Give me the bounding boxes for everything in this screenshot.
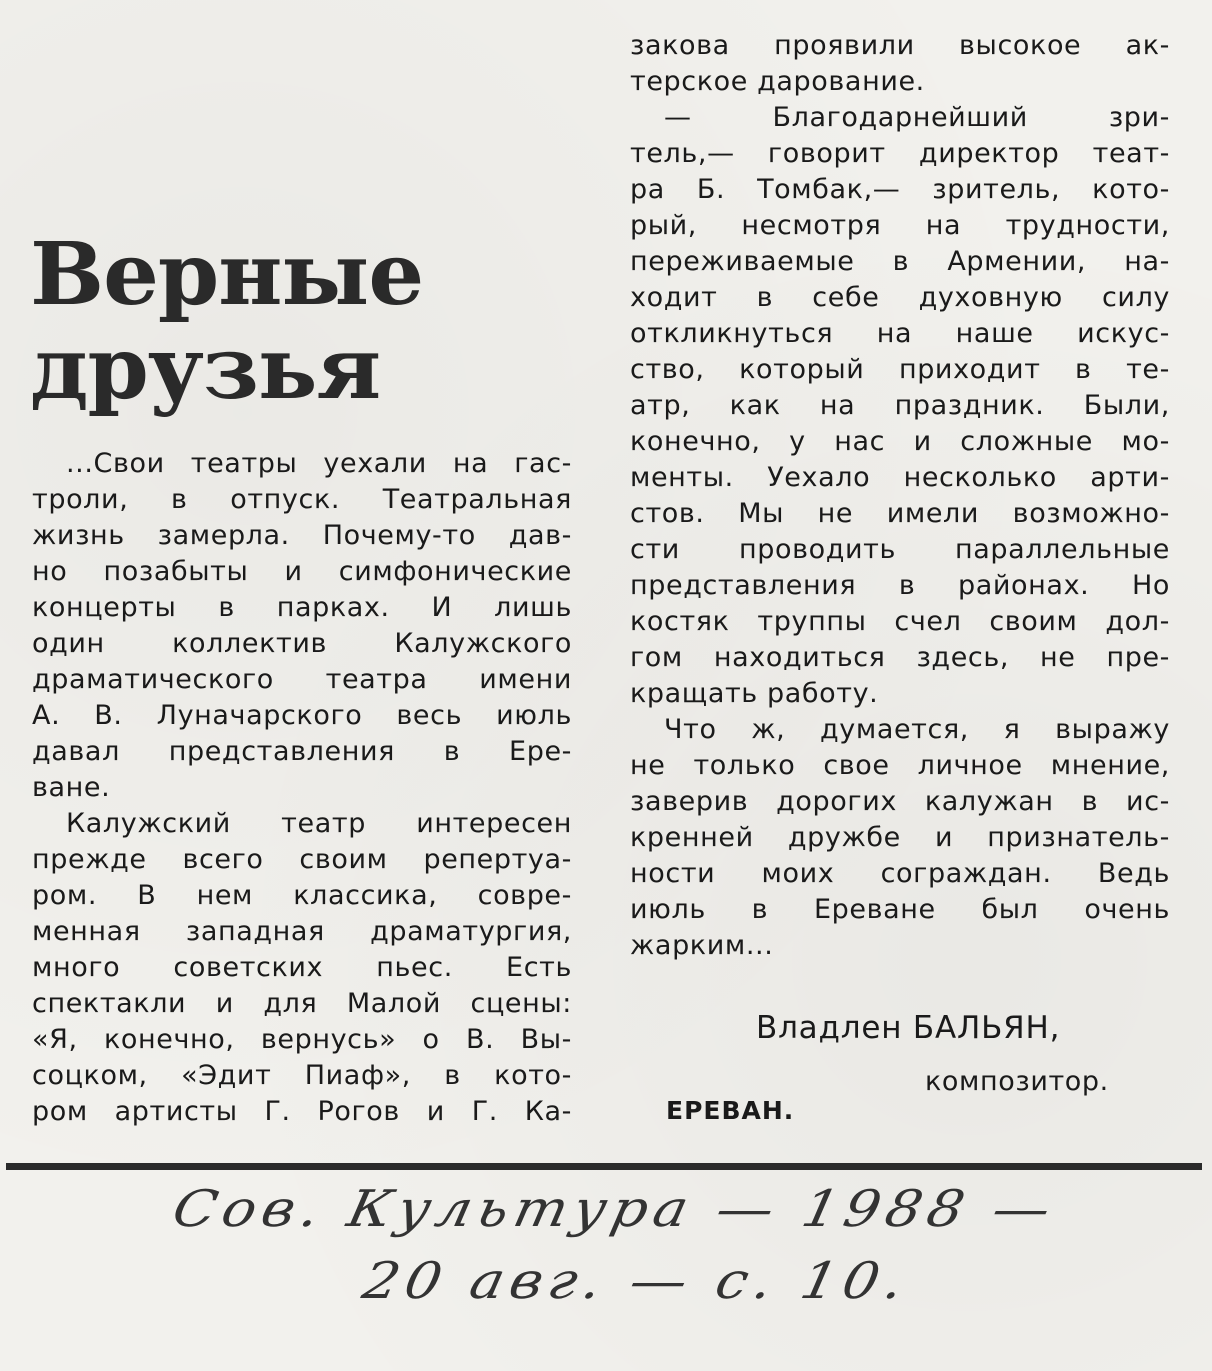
text-line: ване. [32,772,111,803]
text-line: — Благодарнейший зри- [664,102,1170,133]
text-line: ство, который приходит в те- [630,354,1170,385]
text-line: ...Свои театры уехали на гас- [66,448,572,479]
text-line: давал представления в Ере- [32,736,572,767]
text-line: жизнь замерла. Почему-то дав- [32,520,572,551]
text-line: заверив дорогих калужан в ис- [630,786,1170,817]
text-line: много советских пьес. Есть [32,952,572,983]
handwritten-line-1: Сов. Культура — 1988 — [167,1180,1062,1239]
article-left-column [32,446,572,1130]
text-line: кращать работу. [630,678,879,709]
text-line: конечно, у нас и сложные мо- [630,426,1170,457]
article-right-column [630,28,1170,964]
text-line: Калужский театр интересен [66,808,572,839]
headline-line-1: Верные [30,224,424,325]
text-line: жарким... [630,930,774,961]
dateline-city: ЕРЕВАН. [666,1096,795,1125]
text-line: но позабыты и симфонические [32,556,572,587]
text-line: троли, в отпуск. Театральная [32,484,572,515]
handwritten-line-2: 20 авг. — с. 10. [357,1252,915,1311]
text-line: атр, как на праздник. Были, [630,390,1170,421]
text-line: концерты в парках. И лишь [32,592,572,623]
text-line: рый, несмотря на трудности, [630,210,1170,241]
text-line: тель,— говорит директор теат- [630,138,1170,169]
text-line: не только свое личное мнение, [630,750,1170,781]
text-line: соцком, «Эдит Пиаф», в кото- [32,1060,572,1091]
text-line: ром артисты Г. Рогов и Г. Ка- [32,1096,572,1127]
headline-line-2: друзья [30,318,381,419]
text-line: менная западная драматургия, [32,916,572,947]
text-line: закова проявили высокое ак- [630,30,1170,61]
article-headline [30,224,458,419]
text-line: А. В. Луначарского весь июль [32,700,572,731]
text-line: Что ж, думается, я выражу [664,714,1170,745]
text-line: ра Б. Томбак,— зритель, кото- [630,174,1170,205]
author-name: Владлен БАЛЬЯН, [756,1010,1061,1046]
text-line: стов. Мы не имели возможно- [630,498,1170,529]
text-line: ром. В нем классика, совре- [32,880,572,911]
text-line: спектакли и для Малой сцены: [32,988,572,1019]
bottom-rule [6,1163,1202,1170]
author-role: композитор. [925,1066,1109,1097]
text-line: драматического театра имени [32,664,572,695]
text-line: представления в районах. Но [630,570,1170,601]
text-line: гом находиться здесь, не пре- [630,642,1170,673]
text-line: терское дарование. [630,66,925,97]
text-line: «Я, конечно, вернусь» о В. Вы- [32,1024,572,1055]
text-line: кренней дружбе и признатель- [630,822,1170,853]
text-line: менты. Уехало несколько арти- [630,462,1170,493]
text-line: один коллектив Калужского [32,628,572,659]
text-line: июль в Ереване был очень [630,894,1170,925]
text-line: сти проводить параллельные [630,534,1170,565]
text-line: переживаемые в Армении, на- [630,246,1170,277]
text-line: ности моих сограждан. Ведь [630,858,1170,889]
text-line: костяк труппы счел своим дол- [630,606,1170,637]
text-line: откликнуться на наше искус- [630,318,1170,349]
text-line: ходит в себе духовную силу [630,282,1170,313]
handwritten-source-note [167,1180,1190,1350]
text-line: прежде всего своим репертуа- [32,844,572,875]
